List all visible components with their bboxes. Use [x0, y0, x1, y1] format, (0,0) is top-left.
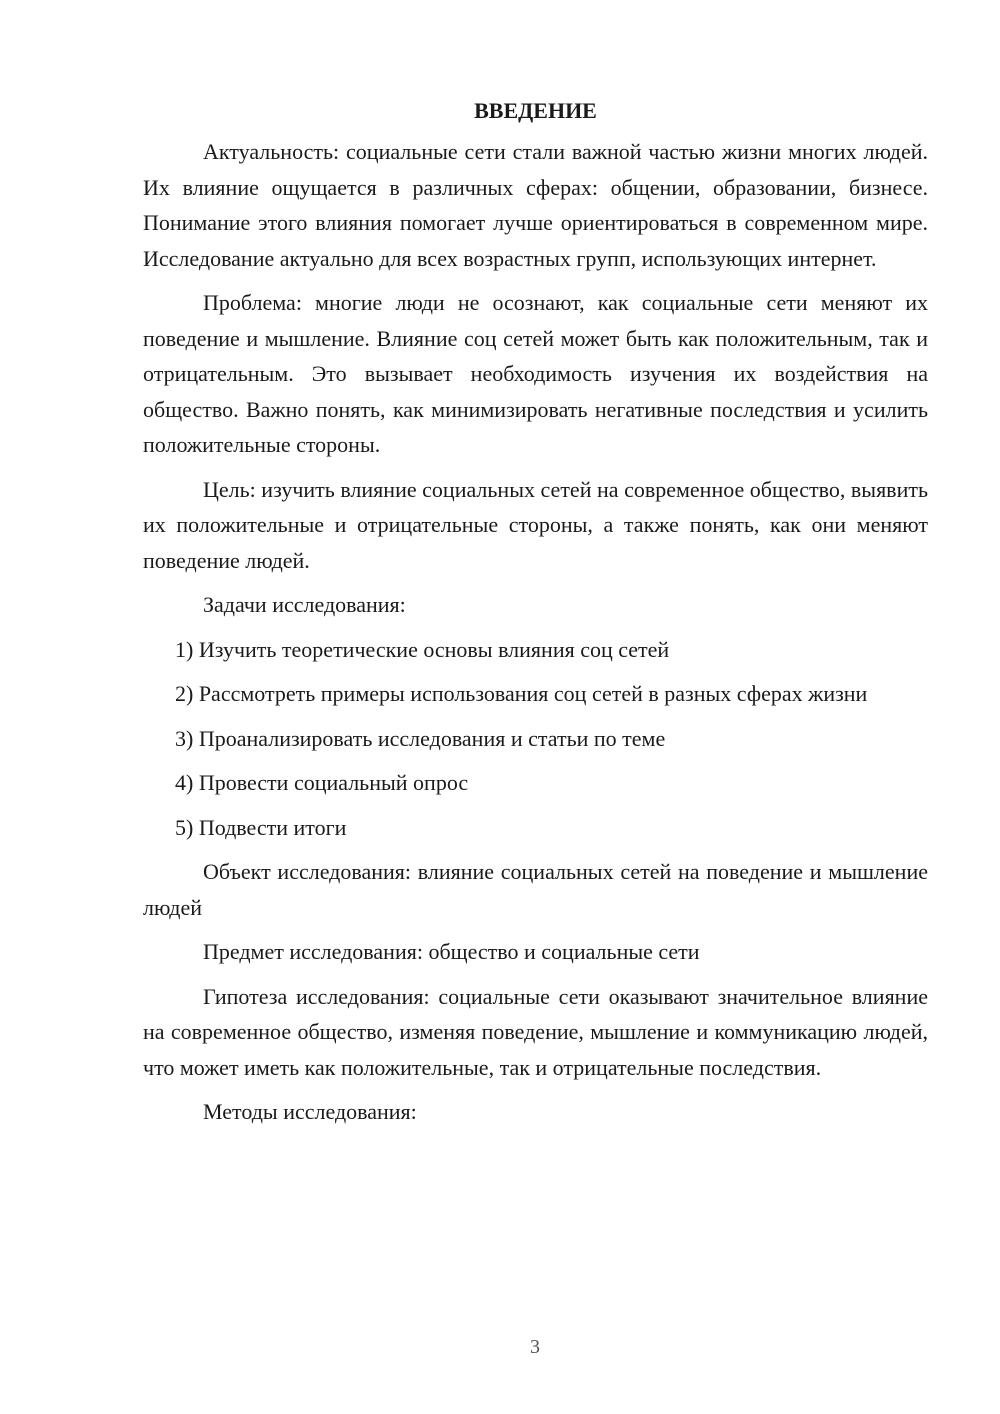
section-heading: ВВЕДЕНИЕ: [474, 98, 597, 123]
paragraph-goal: Цель: изучить влияние социальных сетей на современное общество, выявить их положительные и отрицательные стороны, а также понять, как они меняют поведение людей.: [143, 476, 928, 573]
paragraph-problem: Проблема: многие люди не осознают, как социальные сети меняют их поведение и мышление. Влияние соц сетей может быть как положительным, так и отрицательным. Это вызывает необходимость изучения их воздействия на общество. Важно понять, как минимизировать негативные последствия и усилить положительные стороны.: [143, 290, 928, 457]
methods-title: Методы исследования:: [203, 1099, 417, 1124]
task-item-4: 4) Провести социальный опрос: [175, 770, 469, 795]
paragraph-relevance: Актуальность: социальные сети стали важной частью жизни многих людей. Их влияние ощущается в различных сферах: общении, образовании, бизнесе. Понимание этого влияния помогает лучше ориентироваться в современном мире. Исследование актуально для всех возрастных групп, использующих интернет.: [143, 139, 928, 271]
task-item-1: 1) Изучить теоретические основы влияния соц сетей: [175, 636, 670, 662]
page-number: 3: [530, 1336, 540, 1358]
paragraph-object: Объект исследования: влияние социальных сетей на поведение и мышление людей: [143, 859, 928, 920]
task-item-5: 5) Подвести итоги: [175, 814, 347, 840]
task-item-3: 3) Проанализировать исследования и статьи по теме: [175, 725, 666, 751]
task-item-2: 2) Рассмотреть примеры использования соц сетей в разных сферах жизни: [175, 681, 868, 706]
document-page: [143, 96, 928, 1139]
paragraph-hypothesis: Гипотеза исследования: социальные сети оказывают значительное влияние на современное общество, изменяя поведение, мышление и коммуникацию людей, что может иметь как положительные, так и отрицательные последствия.: [143, 983, 928, 1080]
paragraph-subject: Предмет исследования: общество и социальные сети: [203, 939, 700, 964]
tasks-title: Задачи исследования:: [203, 592, 406, 617]
